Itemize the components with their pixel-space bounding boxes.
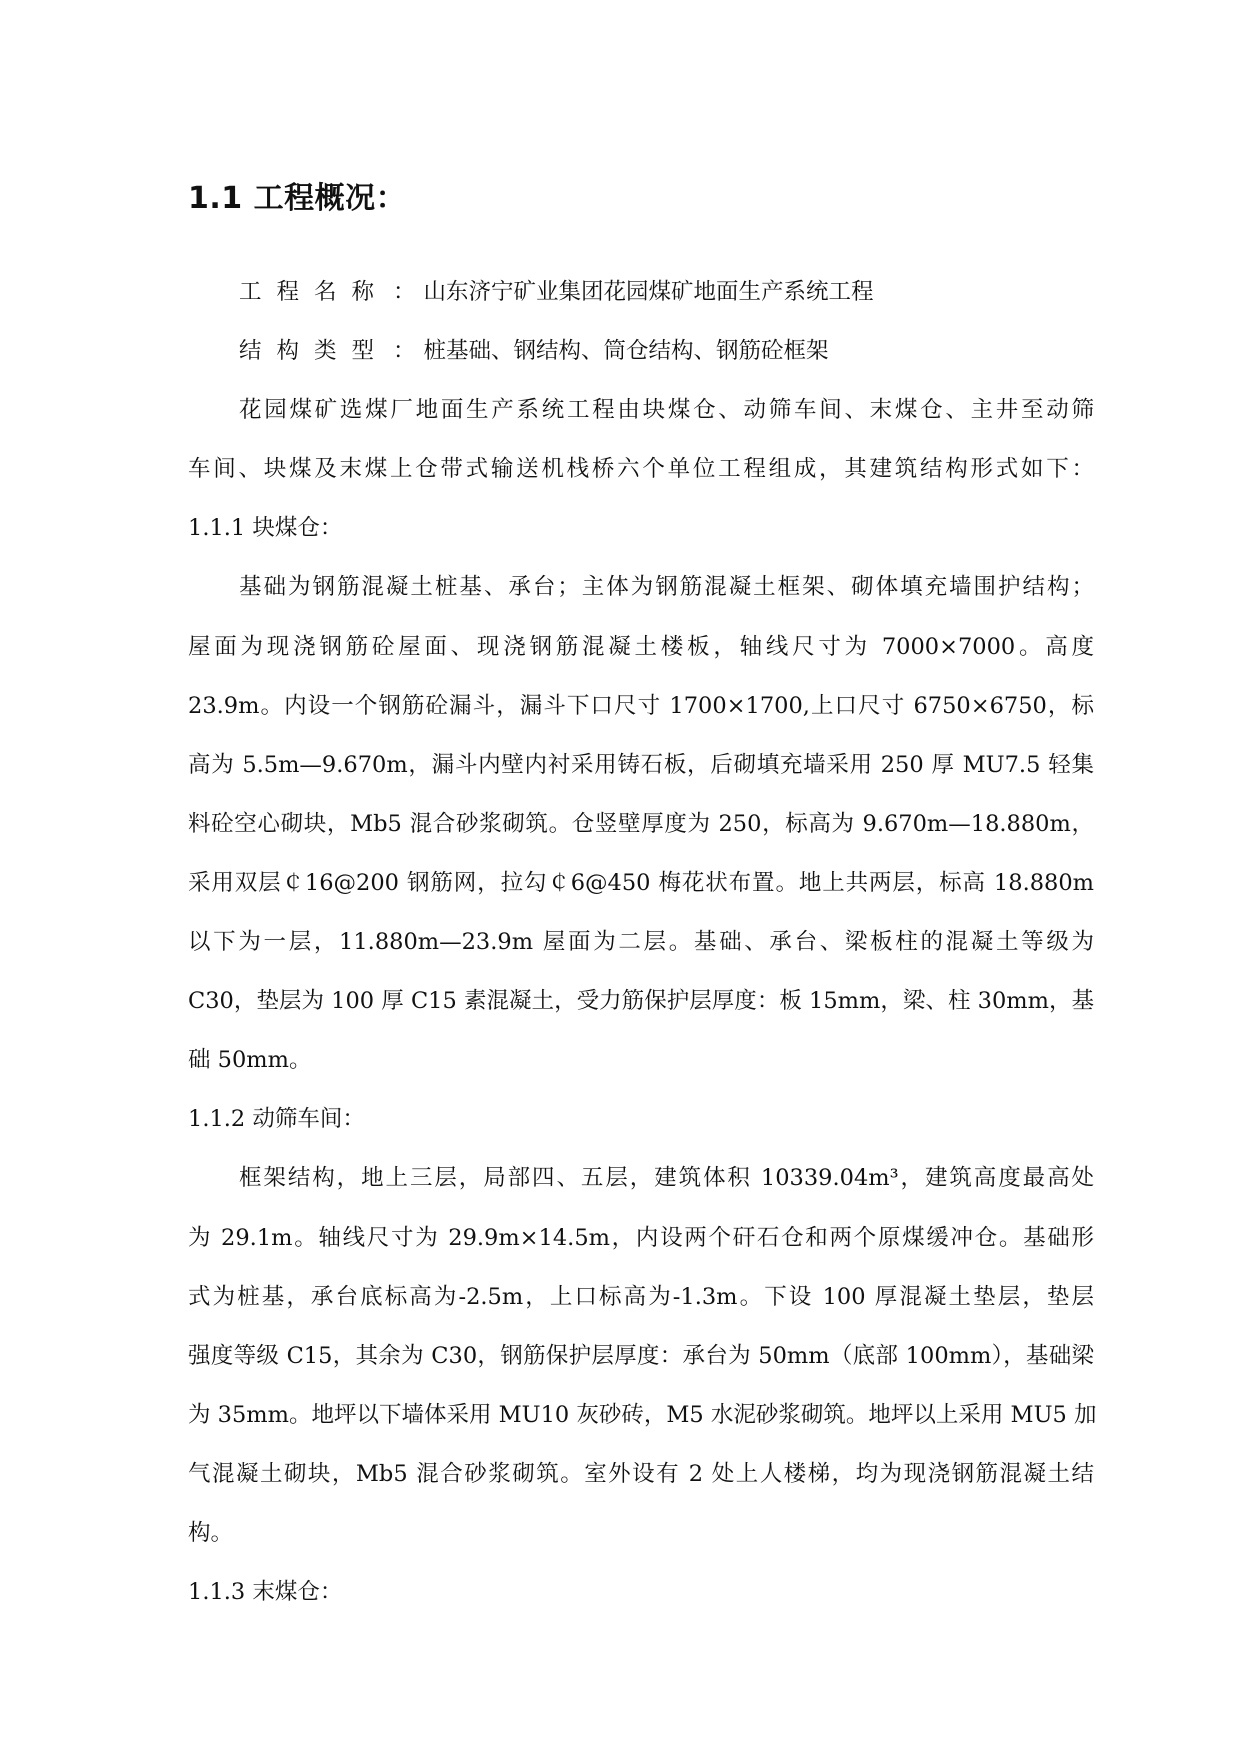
document-body: [188, 263, 1097, 1622]
project-name-line: [188, 263, 1094, 322]
intro-line: 车间、块煤及末煤上仓带式输送机栈桥六个单位工程组成，其建筑结构形式如下：: [188, 456, 1094, 483]
project-name-separator: ：: [393, 279, 416, 305]
project-name-label: 工程名称: [239, 279, 390, 305]
structure-type-separator: ：: [393, 338, 416, 365]
paragraph-line: 气混凝土砌块，Mb5 混合砂浆砌筑。室外设有 2 处上人楼梯，均为现浇钢筋混凝土结: [188, 1460, 1094, 1487]
subsection-heading: 1.1.1 块煤仓：: [188, 515, 343, 542]
paragraph-line: 高为 5.5m—9.670m，漏斗内壁内衬采用铸石板，后砌填充墙采用 250 厚 MU7.5 轻集: [188, 751, 1094, 778]
paragraph-line: 框架结构，地上三层，局部四、五层，建筑体积 10339.04m³，建筑高度最高处: [239, 1165, 1094, 1192]
structure-type-value: 桩基础、钢结构、筒仓结构、钢筋砼框架: [423, 338, 829, 365]
paragraph-line: 强度等级 C15，其余为 C30，钢筋保护层厚度：承台为 50mm（底部 100mm），基础梁: [188, 1342, 1094, 1369]
paragraph-line: 以下为一层，11.880m—23.9m 屋面为二层。基础、承台、梁板柱的混凝土等级为: [188, 929, 1094, 956]
subsection-heading: 1.1.2 动筛车间：: [188, 1106, 365, 1133]
subsection-heading: 1.1.3 末煤仓：: [188, 1579, 343, 1606]
paragraph-line: 为 29.1m。轴线尺寸为 29.9m×14.5m，内设两个矸石仓和两个原煤缓冲仓。基础形: [188, 1224, 1094, 1251]
paragraph-line: 基础为钢筋混凝土桩基、承台；主体为钢筋混凝土框架、砌体填充墙围护结构；: [239, 574, 1094, 601]
structure-type-line: [188, 322, 1094, 381]
paragraph-line: C30，垫层为 100 厚 C15 素混凝土，受力筋保护层厚度：板 15mm，梁、柱 30mm，基: [188, 988, 1094, 1015]
paragraph-line: 23.9m。内设一个钢筋砼漏斗，漏斗下口尺寸 1700×1700,上口尺寸 6750×6750，标: [188, 692, 1094, 719]
paragraph-line: 构。: [188, 1519, 234, 1546]
paragraph-line: 料砼空心砌块，Mb5 混合砂浆砌筑。仓竖壁厚度为 250，标高为 9.670m—18.880m，: [188, 810, 1094, 837]
paragraph-line: 为 35mm。地坪以下墙体采用 MU10 灰砂砖，M5 水泥砂浆砌筑。地坪以上采用 MU5 加: [188, 1401, 1097, 1428]
structure-type-label: 结构类型: [239, 338, 390, 365]
paragraph-line: 屋面为现浇钢筋砼屋面、现浇钢筋混凝土楼板，轴线尺寸为 7000×7000。高度: [188, 633, 1094, 660]
project-name-value: 山东济宁矿业集团花园煤矿地面生产系统工程: [423, 279, 874, 305]
paragraph-line: 础 50mm。: [188, 1047, 312, 1074]
paragraph-line: 式为桩基，承台底标高为-2.5m，上口标高为-1.3m。下设 100 厚混凝土垫层，垫层: [188, 1283, 1094, 1310]
paragraph-line: 采用双层￠16@200 钢筋网，拉勾￠6@450 梅花状布置。地上共两层，标高 18.880m: [188, 869, 1094, 896]
section-title: 1.1 工程概况：: [188, 181, 407, 216]
intro-line: 花园煤矿选煤厂地面生产系统工程由块煤仓、动筛车间、末煤仓、主井至动筛: [239, 397, 1094, 424]
